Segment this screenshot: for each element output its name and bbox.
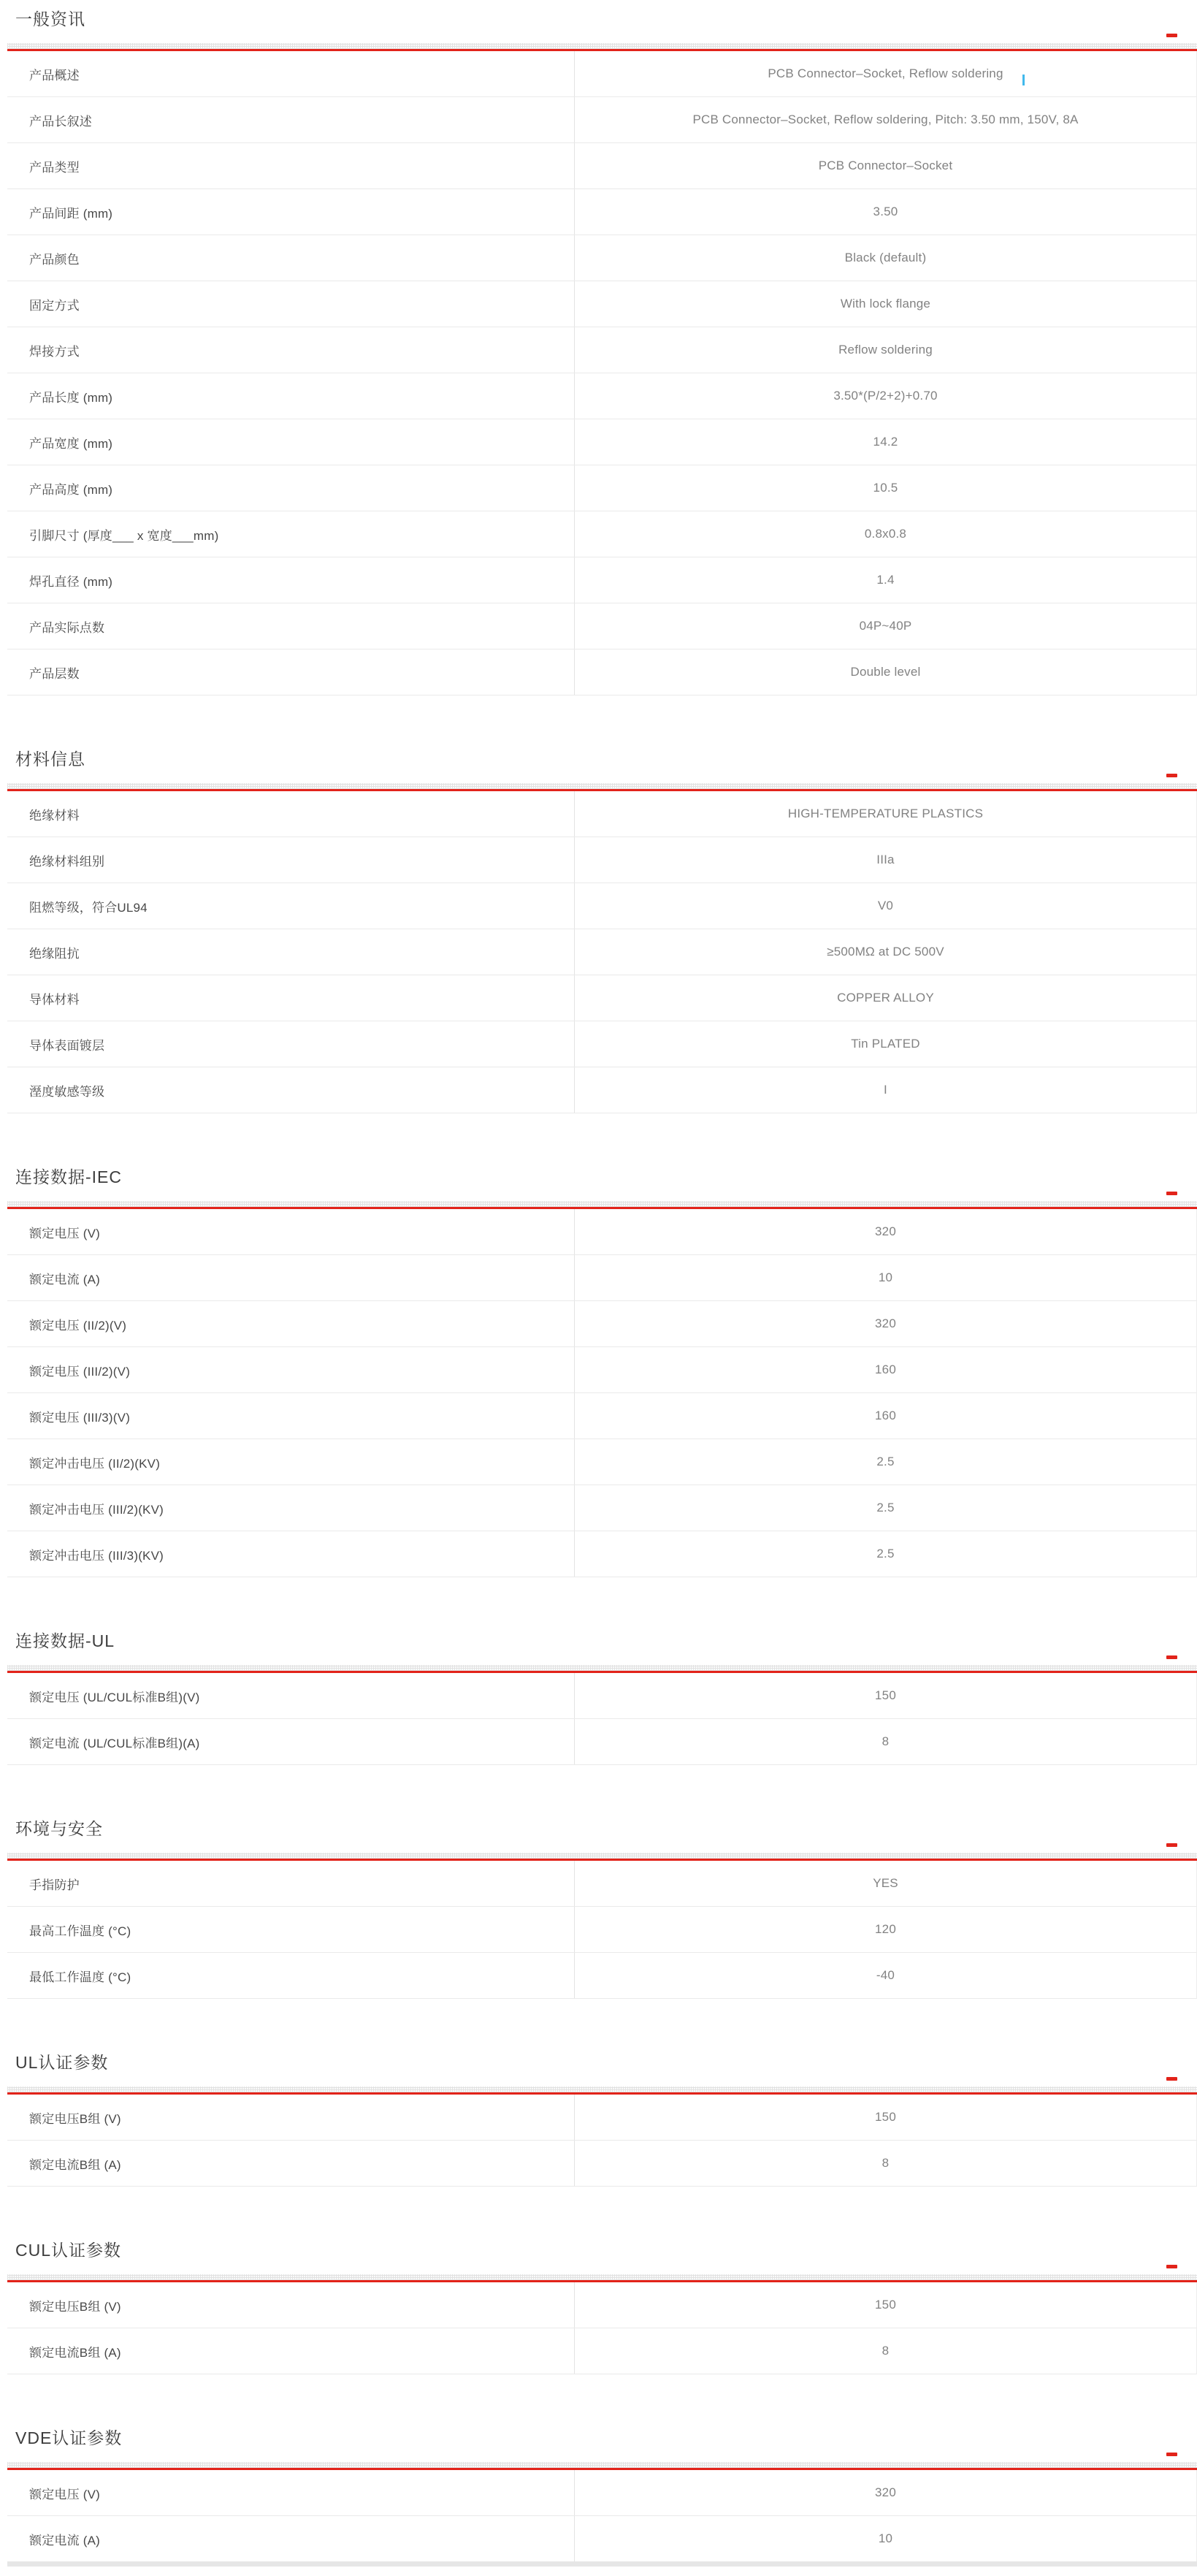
spec-section xyxy=(0,1167,1197,1577)
spec-row xyxy=(7,189,1196,235)
section-hatch-strip xyxy=(7,1853,1197,1859)
spec-row xyxy=(7,465,1196,511)
spec-value-cell: 14.2 xyxy=(873,435,898,449)
spec-section xyxy=(0,1818,1197,1999)
spec-row xyxy=(7,327,1196,373)
spec-row xyxy=(7,1255,1196,1301)
spec-row xyxy=(7,1673,1196,1719)
spec-label-cell: 额定电压 (III/2)(V) xyxy=(7,1347,575,1392)
minus-icon[interactable] xyxy=(1166,1843,1177,1847)
section-hatch-strip xyxy=(7,2462,1197,2468)
minus-icon[interactable] xyxy=(1166,2453,1177,2456)
spec-table xyxy=(7,1861,1197,1999)
minus-icon[interactable] xyxy=(1166,2265,1177,2268)
section-title: 材料信息 xyxy=(15,750,85,769)
spec-section xyxy=(0,2428,1197,2561)
spec-value-cell: 320 xyxy=(875,2485,896,2499)
minus-icon[interactable] xyxy=(1166,1655,1177,1659)
spec-row xyxy=(7,1861,1196,1907)
spec-label-cell: 额定冲击电压 (III/2)(KV) xyxy=(7,1485,575,1531)
section-hatch-strip xyxy=(7,1201,1197,1207)
spec-label-cell: 额定电流B组 (A) xyxy=(7,2141,575,2186)
spec-value-cell: Black (default) xyxy=(844,251,927,264)
spec-label-cell: 固定方式 xyxy=(7,281,575,327)
section-title: 一般资讯 xyxy=(15,9,85,28)
spec-label-cell: 阻燃等级，符合UL94 xyxy=(7,883,575,929)
spec-value-cell: ≥500MΩ at DC 500V xyxy=(827,945,944,959)
spec-row xyxy=(7,2516,1196,2561)
spec-value-cell: 2.5 xyxy=(876,1455,895,1468)
spec-row xyxy=(7,975,1196,1021)
spec-label-cell: 额定电压B组 (V) xyxy=(7,2282,575,2328)
section-hatch-strip xyxy=(7,2274,1197,2280)
spec-row xyxy=(7,511,1196,557)
spec-value-cell: PCB Connector–Socket, Reflow soldering, Pitch: 3.50 mm, 150V, 8A xyxy=(692,113,1079,126)
spec-value-cell: 3.50*(P/2+2)+0.70 xyxy=(833,389,938,403)
spec-value-cell: 8 xyxy=(882,2344,890,2358)
spec-value-cell: 160 xyxy=(875,1409,896,1422)
section-title: VDE认证参数 xyxy=(15,2428,123,2447)
spec-value-cell: 10 xyxy=(878,2531,893,2545)
spec-table xyxy=(7,791,1197,1113)
spec-value-cell: 2.5 xyxy=(876,1547,895,1561)
spec-label-cell: 引脚尺寸 (厚度___ x 宽度___mm) xyxy=(7,511,575,557)
section-hatch-strip xyxy=(7,783,1197,789)
minus-icon[interactable] xyxy=(1166,2077,1177,2081)
spec-value-cell: COPPER ALLOY xyxy=(837,991,934,1005)
spec-value-cell: IIIa xyxy=(876,853,895,866)
section-hatch-strip xyxy=(7,1665,1197,1671)
section-hatch-strip xyxy=(7,2087,1197,2092)
spec-label-cell: 额定冲击电压 (III/3)(KV) xyxy=(7,1531,575,1577)
spec-section xyxy=(0,749,1197,1113)
spec-row xyxy=(7,235,1196,281)
spec-label-cell: 额定电压 (V) xyxy=(7,2470,575,2515)
spec-section xyxy=(0,2240,1197,2374)
spec-value-cell: V0 xyxy=(877,899,894,912)
spec-row xyxy=(7,557,1196,603)
spec-label-cell: 绝缘材料组别 xyxy=(7,837,575,883)
spec-label-cell: 额定电压 (V) xyxy=(7,1209,575,1254)
spec-row xyxy=(7,2328,1196,2374)
spec-row xyxy=(7,603,1196,649)
spec-row xyxy=(7,1485,1196,1531)
section-hatch-strip xyxy=(7,43,1197,49)
spec-label-cell: 额定电压B组 (V) xyxy=(7,2095,575,2140)
spec-label-cell: 焊接方式 xyxy=(7,327,575,373)
spec-value-cell: 8 xyxy=(882,2156,890,2170)
spec-section xyxy=(0,2052,1197,2187)
text-caret xyxy=(1022,75,1025,85)
spec-label-cell: 导体材料 xyxy=(7,975,575,1021)
spec-row xyxy=(7,791,1196,837)
section-title: UL认证参数 xyxy=(15,2053,109,2072)
spec-value-cell: 3.50 xyxy=(873,205,898,218)
spec-label-cell: 最高工作温度 (°C) xyxy=(7,1907,575,1952)
spec-row xyxy=(7,1347,1196,1393)
spec-value-cell: YES xyxy=(873,1876,898,1890)
spec-value-cell: 320 xyxy=(875,1224,896,1238)
spec-value-cell: 120 xyxy=(875,1922,896,1936)
minus-icon[interactable] xyxy=(1166,1192,1177,1195)
spec-value-cell: 150 xyxy=(875,1688,896,1702)
spec-value-cell: PCB Connector–Socket, Reflow soldering xyxy=(768,66,1003,80)
section-title: 环境与安全 xyxy=(15,1819,103,1838)
spec-value-cell: 2.5 xyxy=(876,1501,895,1514)
spec-label-cell: 产品宽度 (mm) xyxy=(7,419,575,465)
spec-label-cell: 绝缘材料 xyxy=(7,791,575,837)
spec-table xyxy=(7,2282,1197,2374)
spec-row xyxy=(7,1301,1196,1347)
spec-table xyxy=(7,2095,1197,2187)
spec-label-cell: 产品类型 xyxy=(7,143,575,188)
spec-value-cell: 10 xyxy=(878,1270,893,1284)
spec-row xyxy=(7,373,1196,419)
spec-value-cell: Tin PLATED xyxy=(851,1037,920,1051)
spec-value-cell: -40 xyxy=(876,1968,895,1982)
section-title: CUL认证参数 xyxy=(15,2241,122,2260)
spec-label-cell: 额定电流 (A) xyxy=(7,2516,575,2561)
spec-row xyxy=(7,1393,1196,1439)
spec-label-cell: 额定电压 (III/3)(V) xyxy=(7,1393,575,1438)
spec-row xyxy=(7,281,1196,327)
spec-section xyxy=(0,9,1197,696)
spec-row xyxy=(7,1439,1196,1485)
spec-label-cell: 产品概述 xyxy=(7,51,575,96)
spec-label-cell: 产品实际点数 xyxy=(7,603,575,649)
spec-row xyxy=(7,1719,1196,1765)
spec-row xyxy=(7,97,1196,143)
spec-label-cell: 产品长叙述 xyxy=(7,97,575,142)
spec-value-cell: HIGH-TEMPERATURE PLASTICS xyxy=(787,807,984,820)
spec-row xyxy=(7,1531,1196,1577)
spec-value-cell: 1.4 xyxy=(876,573,895,587)
spec-table xyxy=(7,51,1197,696)
spec-row xyxy=(7,649,1196,696)
spec-row xyxy=(7,1067,1196,1113)
spec-label-cell: 产品颜色 xyxy=(7,235,575,281)
spec-label-cell: 额定冲击电压 (II/2)(KV) xyxy=(7,1439,575,1485)
spec-label-cell: 产品长度 (mm) xyxy=(7,373,575,419)
spec-label-cell: 额定电压 (II/2)(V) xyxy=(7,1301,575,1346)
spec-row xyxy=(7,2095,1196,2141)
spec-table xyxy=(7,1673,1197,1765)
spec-value-cell: PCB Connector–Socket xyxy=(818,159,953,172)
spec-row xyxy=(7,2282,1196,2328)
spec-row xyxy=(7,929,1196,975)
spec-label-cell: 手指防护 xyxy=(7,1861,575,1906)
spec-value-cell: I xyxy=(884,1083,887,1097)
spec-value-cell: 160 xyxy=(875,1363,896,1376)
section-title: 连接数据-UL xyxy=(15,1631,115,1650)
spec-value-cell: 150 xyxy=(875,2110,896,2124)
spec-value-cell: Reflow soldering xyxy=(838,343,933,357)
spec-row xyxy=(7,51,1196,97)
spec-value-cell: 04P~40P xyxy=(859,619,912,633)
spec-label-cell: 焊孔直径 (mm) xyxy=(7,557,575,603)
spec-label-cell: 额定电压 (UL/CUL标准B组)(V) xyxy=(7,1673,575,1718)
spec-table xyxy=(7,1209,1197,1577)
spec-label-cell: 绝缘阻抗 xyxy=(7,929,575,975)
spec-label-cell: 最低工作温度 (°C) xyxy=(7,1953,575,1998)
spec-label-cell: 额定电流B组 (A) xyxy=(7,2328,575,2374)
minus-icon[interactable] xyxy=(1166,34,1177,37)
minus-icon[interactable] xyxy=(1166,774,1177,777)
spec-value-cell: With lock flange xyxy=(840,297,931,310)
spec-label-cell: 产品高度 (mm) xyxy=(7,465,575,511)
spec-value-cell: 150 xyxy=(875,2298,896,2312)
spec-row xyxy=(7,419,1196,465)
page-bottom-divider xyxy=(7,2561,1197,2567)
section-title: 连接数据-IEC xyxy=(15,1167,122,1186)
spec-label-cell: 产品间距 (mm) xyxy=(7,189,575,235)
spec-row xyxy=(7,143,1196,189)
spec-label-cell: 额定电流 (UL/CUL标准B组)(A) xyxy=(7,1719,575,1764)
spec-row xyxy=(7,837,1196,883)
spec-row xyxy=(7,883,1196,929)
spec-row xyxy=(7,2141,1196,2187)
spec-row xyxy=(7,1953,1196,1999)
spec-row xyxy=(7,1907,1196,1953)
spec-label-cell: 导体表面镀层 xyxy=(7,1021,575,1067)
spec-row xyxy=(7,1021,1196,1067)
spec-label-cell: 溼度敏感等级 xyxy=(7,1067,575,1113)
spec-value-cell: 8 xyxy=(882,1734,890,1748)
spec-row xyxy=(7,1209,1196,1255)
spec-value-cell: 0.8x0.8 xyxy=(864,527,907,541)
spec-value-cell: 10.5 xyxy=(873,481,898,495)
spec-value-cell: Double level xyxy=(850,665,921,679)
spec-row xyxy=(7,2470,1196,2516)
spec-value-cell: 320 xyxy=(875,1316,896,1330)
spec-section xyxy=(0,1631,1197,1765)
spec-label-cell: 产品层数 xyxy=(7,649,575,695)
spec-label-cell: 额定电流 (A) xyxy=(7,1255,575,1300)
spec-table xyxy=(7,2470,1197,2561)
